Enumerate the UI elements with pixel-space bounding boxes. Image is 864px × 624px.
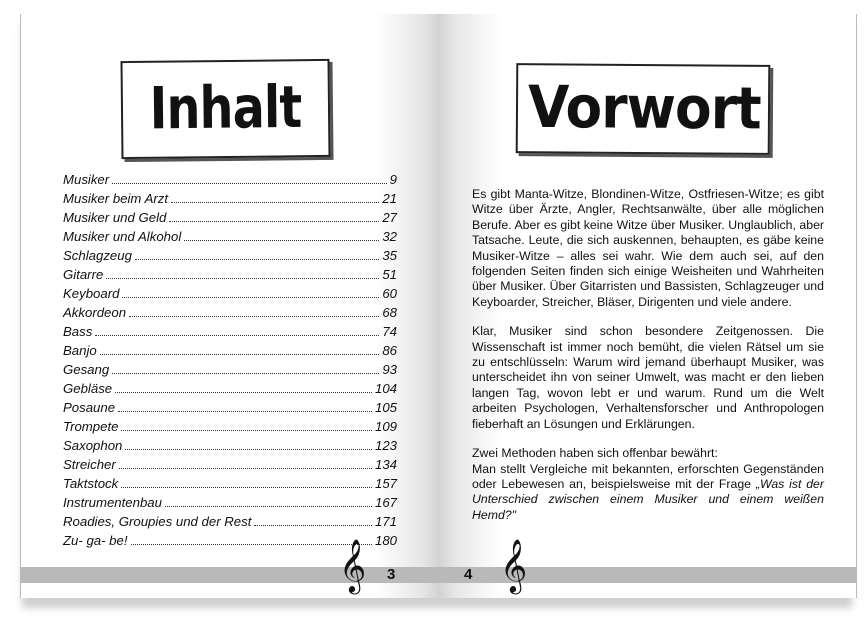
toc-leader-dots <box>95 335 379 336</box>
toc-leader-dots <box>184 240 379 241</box>
toc-entry <box>63 419 397 438</box>
toc-entry <box>63 457 397 476</box>
toc-entry-title: Taktstock <box>63 476 119 491</box>
toc-leader-dots <box>118 411 372 412</box>
toc-entry-title: Banjo <box>63 343 97 358</box>
title-box-inhalt <box>120 59 330 159</box>
foreword-text <box>472 187 824 523</box>
toc-leader-dots <box>121 487 372 488</box>
toc-leader-dots <box>125 449 372 450</box>
toc-entry <box>63 400 397 419</box>
toc-leader-dots <box>254 525 372 526</box>
paragraph-text: Man stellt Vergleiche mit bekannten, erforschten Gegenständen oder Lebewesen an, beispielsweise mit der Frage <box>472 461 824 491</box>
toc-entry-title: Musiker und Alkohol <box>63 229 182 244</box>
toc-entry-page: 32 <box>382 229 397 244</box>
toc-entry <box>63 248 397 267</box>
page-number-right: 4 <box>464 566 473 583</box>
toc-entry-title: Musiker und Geld <box>63 210 167 225</box>
toc-entry-title: Gesang <box>63 362 110 377</box>
toc-leader-dots <box>122 297 379 298</box>
toc-entry-page: 180 <box>374 533 397 548</box>
paragraph: Es gibt Manta-Witze, Blondinen-Witze, Ostfriesen-Witze; es gibt Witze über Ärzte, Angler, Rechtsanwälte, über alle möglichen Berufe. Aber es gibt keine Witze über Musiker. Unglaublich, aber Tatsache. Leute, die sich auskennen, behaupten, es gäbe keine Musiker-Witze – alles sei wahr. Wie dem auch sei, auf den folgenden Seiten finden sich einige Weisheiten und Wahrheiten über Musiker. Über Gitarristen und Bassisten, Schlagzeuger und Keyboarder, Streicher, Bläser, Dirigenten und viele andere. <box>472 187 824 309</box>
toc-entry <box>63 514 397 533</box>
toc-entry <box>63 362 397 381</box>
toc-entry-title: Schlagzeug <box>63 248 132 263</box>
page-title-inhalt: Inhalt <box>149 72 302 143</box>
toc-leader-dots <box>119 468 372 469</box>
toc-entry <box>63 495 397 514</box>
toc-leader-dots <box>129 316 379 317</box>
toc-entry-page: 123 <box>374 438 397 453</box>
toc-entry-page: 105 <box>374 400 397 415</box>
paragraph-with-quote <box>472 462 824 524</box>
toc-leader-dots <box>106 278 379 279</box>
toc-entry-page: 27 <box>382 210 397 225</box>
paragraph: Zwei Methoden haben sich offenbar bewährt: <box>472 446 718 461</box>
toc-entry-title: Streicher <box>63 457 116 472</box>
toc-entry <box>63 267 397 286</box>
treble-clef-icon: 𝄞 <box>500 538 528 592</box>
toc-entry <box>63 343 397 362</box>
right-page <box>438 14 857 598</box>
toc-leader-dots <box>131 544 372 545</box>
toc-entry-page: 68 <box>382 305 397 320</box>
page-title-vorwort: Vorwort <box>527 72 761 143</box>
page-number-left: 3 <box>387 566 396 583</box>
toc-entry <box>63 172 397 191</box>
toc-entry-page: 93 <box>382 362 397 377</box>
toc-entry-page: 104 <box>374 381 397 396</box>
toc-entry-page: 51 <box>382 267 397 282</box>
open-book <box>14 14 852 606</box>
toc-entry <box>63 476 397 495</box>
toc-entry-title: Musiker <box>63 172 110 187</box>
toc-entry-page: 171 <box>374 514 397 529</box>
toc-leader-dots <box>169 221 379 222</box>
toc-entry <box>63 210 397 229</box>
toc-leader-dots <box>112 183 386 184</box>
toc-leader-dots <box>121 430 372 431</box>
toc-entry <box>63 305 397 324</box>
quote-text: „Was ist der Unterschied zwischen einem Musiker und einem weißen Hemd?" <box>472 476 824 522</box>
toc-entry-title: Saxophon <box>63 438 123 453</box>
treble-clef-icon: 𝄞 <box>339 538 367 592</box>
toc-entry <box>63 229 397 248</box>
toc-entry-page: 21 <box>382 191 397 206</box>
toc-entry <box>63 324 397 343</box>
toc-entry-title: Musiker beim Arzt <box>63 191 169 206</box>
toc-entry-page: 60 <box>382 286 397 301</box>
toc-entry-title: Zu- ga- be! <box>63 533 128 548</box>
toc-entry-title: Roadies, Groupies und der Rest <box>63 514 252 529</box>
toc-entry-page: 109 <box>374 419 397 434</box>
toc-entry-page: 157 <box>374 476 397 491</box>
toc-leader-dots <box>100 354 380 355</box>
toc-entry-title: Bass <box>63 324 93 339</box>
toc-entry-title: Gebläse <box>63 381 113 396</box>
toc-leader-dots <box>165 506 372 507</box>
toc-leader-dots <box>171 202 379 203</box>
toc-entry-page: 86 <box>382 343 397 358</box>
title-box-vorwort <box>516 63 771 155</box>
paragraph: Klar, Musiker sind schon besondere Zeitgenossen. Die Wissenschaft ist immer noch bemüht, die vielen Rätsel um sie zu entschlüsseln: Warum wird jemand überhaupt Musiker, was unterscheidet ihn von seiner Umwelt, was macht er den lieben langen Tag, wovon lebt er und warum. Rund um die Welt arbeiten Psychologen, Verhaltensforscher und Anthropologen fieberhaft an Lösungen und Erklärungen. <box>472 324 824 431</box>
table-of-contents <box>63 172 397 552</box>
toc-entry <box>63 381 397 400</box>
toc-entry <box>63 191 397 210</box>
toc-entry-page: 9 <box>389 172 397 187</box>
toc-entry-title: Akkordeon <box>63 305 127 320</box>
toc-entry-title: Keyboard <box>63 286 120 301</box>
toc-entry-page: 134 <box>374 457 397 472</box>
footer-bar-left <box>21 567 439 583</box>
left-page <box>20 14 439 598</box>
toc-entry-page: 167 <box>374 495 397 510</box>
toc-entry-title: Posaune <box>63 400 116 415</box>
toc-entry-title: Trompete <box>63 419 119 434</box>
toc-leader-dots <box>112 373 379 374</box>
toc-leader-dots <box>115 392 372 393</box>
toc-entry-title: Gitarre <box>63 267 104 282</box>
toc-entry-page: 35 <box>382 248 397 263</box>
toc-entry-title: Instrumentenbau <box>63 495 162 510</box>
toc-entry-page: 74 <box>382 324 397 339</box>
toc-leader-dots <box>135 259 379 260</box>
toc-entry <box>63 438 397 457</box>
toc-entry <box>63 286 397 305</box>
